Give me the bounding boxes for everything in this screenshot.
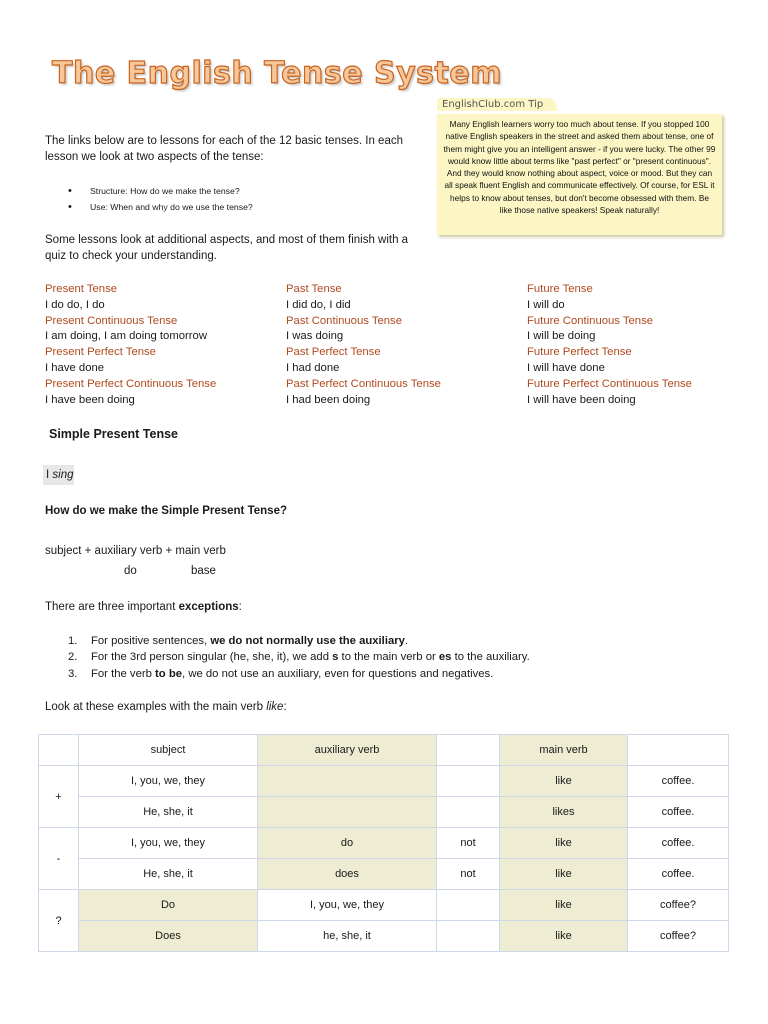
tip-text: Many English learners worry too much about tense. If you stopped 100 native English speakers in the street and asked them about tense, one of them might give you an intelligent answer - if you were lucky. The other 99 would know little about terms like "past perfect" or "present continuous". And they would know nothing about aspect, voice or mood. But they can all speak fluent English and communicate effectively. Of course, for ESL it helps to know about tenses, but don't become obsessed with them. Be like those native speakers! Speak naturally! <box>443 119 716 216</box>
table-cell: not <box>437 828 500 859</box>
look-tail: : <box>283 701 287 713</box>
table-cell <box>437 797 500 828</box>
table-row <box>39 797 729 828</box>
table-cell: like <box>500 828 628 859</box>
examples-table <box>38 734 729 952</box>
look-verb: like <box>266 701 284 713</box>
present-continuous-tense-link[interactable]: Present Continuous Tense <box>45 314 178 327</box>
item-number: 1. <box>68 635 78 647</box>
table-header-cell <box>437 735 500 766</box>
rule-emphasis: we do not normally use the auxiliary <box>210 635 405 647</box>
table-cell: He, she, it <box>79 797 258 828</box>
list-item <box>68 649 530 665</box>
table-header-cell <box>39 735 79 766</box>
exceptions-bold: exceptions <box>178 601 239 613</box>
table-cell: like <box>500 766 628 797</box>
table-cell <box>437 766 500 797</box>
rule-text: For the 3rd person singular (he, she, it), we add <box>91 651 333 664</box>
item-number: 3. <box>68 667 78 680</box>
past-perfect-tense-link[interactable]: Past Perfect Tense <box>286 346 381 359</box>
formula-line: subject + auxiliary verb + main verb <box>45 545 226 557</box>
table-header-cell: auxiliary verb <box>258 735 437 766</box>
table-cell <box>258 766 437 797</box>
tense-example: I will have done <box>527 361 605 374</box>
rule-text: For positive sentences, <box>91 635 211 647</box>
table-cell: coffee? <box>628 921 729 952</box>
table-header-cell: main verb <box>500 735 628 766</box>
future-perfect-tense-link[interactable]: Future Perfect Tense <box>527 346 632 359</box>
formula-main: base <box>191 565 216 577</box>
past-perfect-continuous-tense-link[interactable]: Past Perfect Continuous Tense <box>286 377 441 390</box>
tense-example: I have done <box>45 361 105 374</box>
tip-tab-label: EnglishClub.com Tip <box>437 98 557 111</box>
section-title: Simple Present Tense <box>49 427 178 441</box>
future-tense-link[interactable]: Future Tense <box>527 283 593 295</box>
table-cell: do <box>258 828 437 859</box>
table-cell: coffee? <box>628 890 729 921</box>
table-cell: like <box>500 890 628 921</box>
table-cell <box>437 921 500 952</box>
table-row <box>39 921 729 952</box>
tense-example: I did do, I did <box>286 298 351 311</box>
rule-emphasis: es <box>438 651 452 664</box>
table-cell: coffee. <box>628 859 729 890</box>
table-cell: Does <box>79 921 258 952</box>
tense-example: I have been doing <box>45 393 135 406</box>
table-cell-sign: - <box>39 828 79 890</box>
exceptions-intro <box>45 599 242 615</box>
table-cell-sign: + <box>39 766 79 828</box>
table-cell: not <box>437 859 500 890</box>
tense-example: I will do <box>527 298 565 311</box>
list-item <box>68 633 530 649</box>
table-cell: I, you, we, they <box>258 890 437 921</box>
table-cell: I, you, we, they <box>79 828 258 859</box>
present-tenses-column <box>45 282 216 408</box>
example-prefix: I <box>46 469 53 481</box>
rule-text: . <box>404 635 409 647</box>
table-cell: coffee. <box>628 766 729 797</box>
tense-example: I am doing, I am doing tomorrow <box>45 330 207 343</box>
tense-example: I had done <box>286 361 340 374</box>
table-cell: Do <box>79 890 258 921</box>
table-cell: I, you, we, they <box>79 766 258 797</box>
tense-example: I will be doing <box>527 330 596 343</box>
future-tenses-column <box>527 282 692 408</box>
table-cell: like <box>500 859 628 890</box>
future-continuous-tense-link[interactable]: Future Continuous Tense <box>527 314 654 327</box>
example-verb: sing <box>52 469 74 481</box>
item-number: 2. <box>68 651 78 664</box>
aspects-list <box>68 183 253 215</box>
table-row <box>39 859 729 890</box>
table-cell <box>437 890 500 921</box>
tense-example: I will have been doing <box>527 393 636 406</box>
table-row <box>39 890 729 921</box>
table-cell: He, she, it <box>79 859 258 890</box>
table-cell <box>258 797 437 828</box>
how-heading: How do we make the Simple Present Tense? <box>45 505 287 517</box>
look-paragraph <box>45 699 287 715</box>
table-row <box>39 828 729 859</box>
rule-text: to the main verb or <box>338 651 439 664</box>
table-cell: coffee. <box>628 828 729 859</box>
tense-example: I had been doing <box>286 393 371 406</box>
list-item <box>68 666 530 682</box>
example-sentence <box>43 465 74 485</box>
past-tense-link[interactable]: Past Tense <box>286 283 342 295</box>
rule-emphasis: s <box>332 651 339 664</box>
rule-text: For the verb <box>91 667 156 680</box>
tense-example: I do do, I do <box>45 298 105 311</box>
page-title: The English Tense System <box>52 56 502 91</box>
table-cell: he, she, it <box>258 921 437 952</box>
tense-example: I was doing <box>286 330 344 343</box>
exceptions-list <box>68 633 530 682</box>
look-lead: Look at these examples with the main verb <box>45 701 267 713</box>
table-header-row <box>39 735 729 766</box>
past-tenses-column <box>286 282 441 408</box>
intro-paragraph: The links below are to lessons for each of the 12 basic tenses. In each lesson we look at two aspects of the tense: <box>45 135 403 163</box>
future-perfect-continuous-tense-link[interactable]: Future Perfect Continuous Tense <box>527 377 692 390</box>
past-continuous-tense-link[interactable]: Past Continuous Tense <box>286 314 402 327</box>
formula-aux: do <box>124 565 137 577</box>
table-row <box>39 766 729 797</box>
present-perfect-tense-link[interactable]: Present Perfect Tense <box>45 346 156 359</box>
table-header-cell <box>628 735 729 766</box>
table-cell: does <box>258 859 437 890</box>
more-paragraph: Some lessons look at additional aspects, and most of them finish with a quiz to check your understanding. <box>45 234 409 262</box>
exceptions-lead: There are three important <box>45 601 179 613</box>
rule-text: to the auxiliary. <box>451 651 530 664</box>
table-header-cell: subject <box>79 735 258 766</box>
list-item: • Use: When and why do we use the tense? <box>68 199 253 215</box>
rule-text: , we do not use an auxiliary, even for questions and negatives. <box>182 667 494 680</box>
list-item: • Structure: How do we make the tense? <box>68 183 253 199</box>
rule-emphasis: to be <box>155 667 183 680</box>
table-cell: like <box>500 921 628 952</box>
present-perfect-continuous-tense-link[interactable]: Present Perfect Continuous Tense <box>45 377 217 390</box>
table-cell: likes <box>500 797 628 828</box>
present-tense-link[interactable]: Present Tense <box>45 283 118 295</box>
exceptions-tail: : <box>238 601 242 613</box>
table-cell-sign: ? <box>39 890 79 952</box>
tip-box <box>437 114 722 235</box>
table-cell: coffee. <box>628 797 729 828</box>
